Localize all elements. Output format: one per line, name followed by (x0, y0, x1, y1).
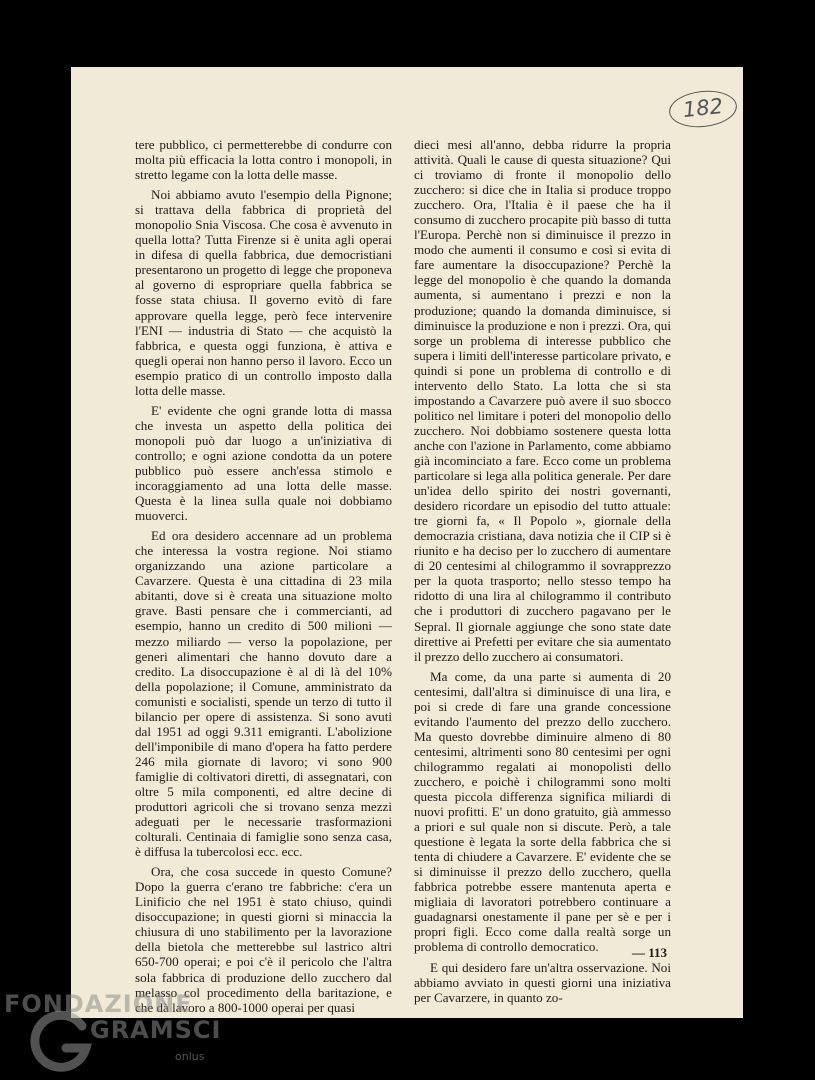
paragraph: E qui desidero fare un'altra osservazione. Noi abbiamo avviato in questi giorni una iniziativa per Cavarzere, in quanto zo- (414, 959, 671, 1005)
watermark-line-3: onlus (175, 1050, 205, 1063)
watermark-line-1: FONDAZIONE (4, 990, 193, 1018)
paragraph: Ma come, da una parte si aumenta di 20 centesimi, dall'altra si diminuisce di una lira, e poi si crede di fare una grande concessione evitando l'aumento del prezzo dello zucchero. Ma questo dovrebbe diminuire almeno di 80 centesimi, altrimenti sono 80 centesimi per ogni chilogrammo regalati ai monopolisti dello zucchero, e poichè i chilogrammi sono molti questa piccola differenza significa miliardi di nuovi profitti. E' un dono gratuito, già ammesso a priori e sul quale non si discute. Però, a tale questione è legata la sorte della fabbrica che si tenta di chiudere a Cavarzere. E' evidente che se si diminuisse il prezzo dello zucchero, quella fabbrica potrebbe essere mantenuta aperta e migliaia di lavoratori potrebbero continuare a guadagnarsi onestamente il pane per sè e per i propri figli. Ecco come dalla realtà sorge un problema di controllo democratico. (414, 668, 671, 955)
page-number: — 113 (631, 945, 667, 960)
paragraph: tere pubblico, ci permetterebbe di condurre con molta più efficacia la lotta contro i monopoli, in stretto legame con la lotta delle masse. (135, 137, 392, 183)
paragraph: Noi abbiamo avuto l'esempio della Pignone; si trattava della fabbrica di proprietà del monopolio Snia Viscosa. Che cosa è avvenuto in quella lotta? Tutta Firenze si è unita agli operai in difesa di quella fabbrica, due democristiani presentarono un progetto di legge che proponeva al governo di espropriare quella fabbrica se fosse stata chiusa. Il governo evitò di fare approvare quella legge, però fece intervenire l'ENI — industria di Stato — che acquistò la fabbrica, e questa oggi funziona, è attiva e quegli operai non hanno perso il lavoro. Ecco un esempio pratico di un controllo imposto dalla lotta delle masse. (135, 187, 392, 398)
right-text-column (414, 137, 671, 1010)
left-text-column (135, 137, 392, 1018)
foundation-watermark (0, 990, 220, 1080)
paragraph: Ed ora desidero accennare ad un problema che interessa la vostra regione. Noi stiamo organizzando una azione particolare a Cavarzere. Questa è una cittadina di 23 mila abitanti, dove si è creata una situazione molto grave. Basti pensare che i commercianti, ad esempio, hanno un credito di 500 milioni — mezzo miliardo — verso la popolazione, per generi alimentari che hanno dovuto dare a credito. La disoccupazione è al di là del 10% della popolazione; il Comune, amministrato da comunisti e socialisti, spende un terzo di tutto il bilancio per opere di assistenza. Si sono avuti dal 1951 ad oggi 9.311 emigranti. L'abolizione dell'imponibile di mano d'opera ha fatto perdere 246 mila giornate di lavoro; vi sono 900 famiglie di coltivatori diretti, di assegnatari, con oltre 5 mila componenti, ed altre decine di produttori agricoli che si trovano senza mezzi adeguati per le necessarie trasformazioni colturali. Centinaia di famiglie sono senza casa, è diffusa la tubercolosi ecc. ecc. (135, 528, 392, 860)
paragraph: dieci mesi all'anno, debba ridurre la propria attività. Quali le cause di questa situazione? Qui ci troviamo di fronte il monopolio dello zucchero: si dice che in Italia si produce troppo zucchero. Ora, l'Italia è il paese che ha il consumo di zucchero procapite più basso di tutta l'Europa. Perchè non si diminuisce il prezzo in modo che aumenti il consumo e così si evita di fare aumentare la disoccupazione? Perchè la legge del monopolio è che quando la domanda aumenta, si aumentano i prezzi e non la produzione; quando la domanda diminuisce, si diminuisce la produzione e non i prezzi. Ora, qui sorge un problema di interesse pubblico che supera i limiti dell'interesse particolare privato, e quindi si pone un problema di controllo e di intervento dello Stato. La lotta che si sta impostando a Cavarzere può avere il suo sbocco politico nel limitare i poteri del monopolio dello zucchero. Noi dobbiamo sostenere questa lotta anche con l'azione in Parlamento, come abbiamo già incominciato a fare. Ecco come un problema particolare si lega alla politica generale. Per dare un'idea dello spirito dei nostri governanti, desidero ricordare un episodio del tutto attuale: tre giorni fa, « Il Popolo », giornale della democrazia cristiana, dava notizia che il CIP si è riunito e ha deciso per lo zucchero di aumentare di 20 centesimi al chilogrammo il sovrapprezzo per la quota trasporto; nello stesso tempo ha ridotto di una lira al chilogrammo il contributo che i produttori di zucchero pagavano per le Sepral. Il giornale aggiunge che sono state date direttive ai Prefetti per evitare che sia aumentato il prezzo dello zucchero ai consumatori. (414, 137, 671, 664)
watermark-line-2: GRAMSCI (90, 1016, 222, 1044)
archive-number-stamp: 182 (667, 88, 738, 131)
paragraph: E' evidente che ogni grande lotta di massa che investa un aspetto della politica dei monopoli può dar luogo a un'iniziativa di controllo; e ogni azione condotta da un potere pubblico può essere anch'essa stimolo e incoraggiamento ad una lotta delle masse. Questa è la linea sulla quale noi dobbiamo muoverci. (135, 402, 392, 524)
paragraph: Ora, che cosa succede in questo Comune? Dopo la guerra c'erano tre fabbriche: c'era un Linificio che nel 1951 è stato chiuso, quindi disoccupazione; in questi giorni si minaccia la chiusura di uno stabilimento per la lavorazione della bietola che metterebbe sul lastrico altri 650-700 operai; e poi c'è il pericolo che l'altra sola fabbrica di produzione dello zucchero dal melasso col procedimento della baritazione, e che dà lavoro a 800-1000 operai per quasi (135, 864, 392, 1015)
document-page (71, 67, 743, 1018)
